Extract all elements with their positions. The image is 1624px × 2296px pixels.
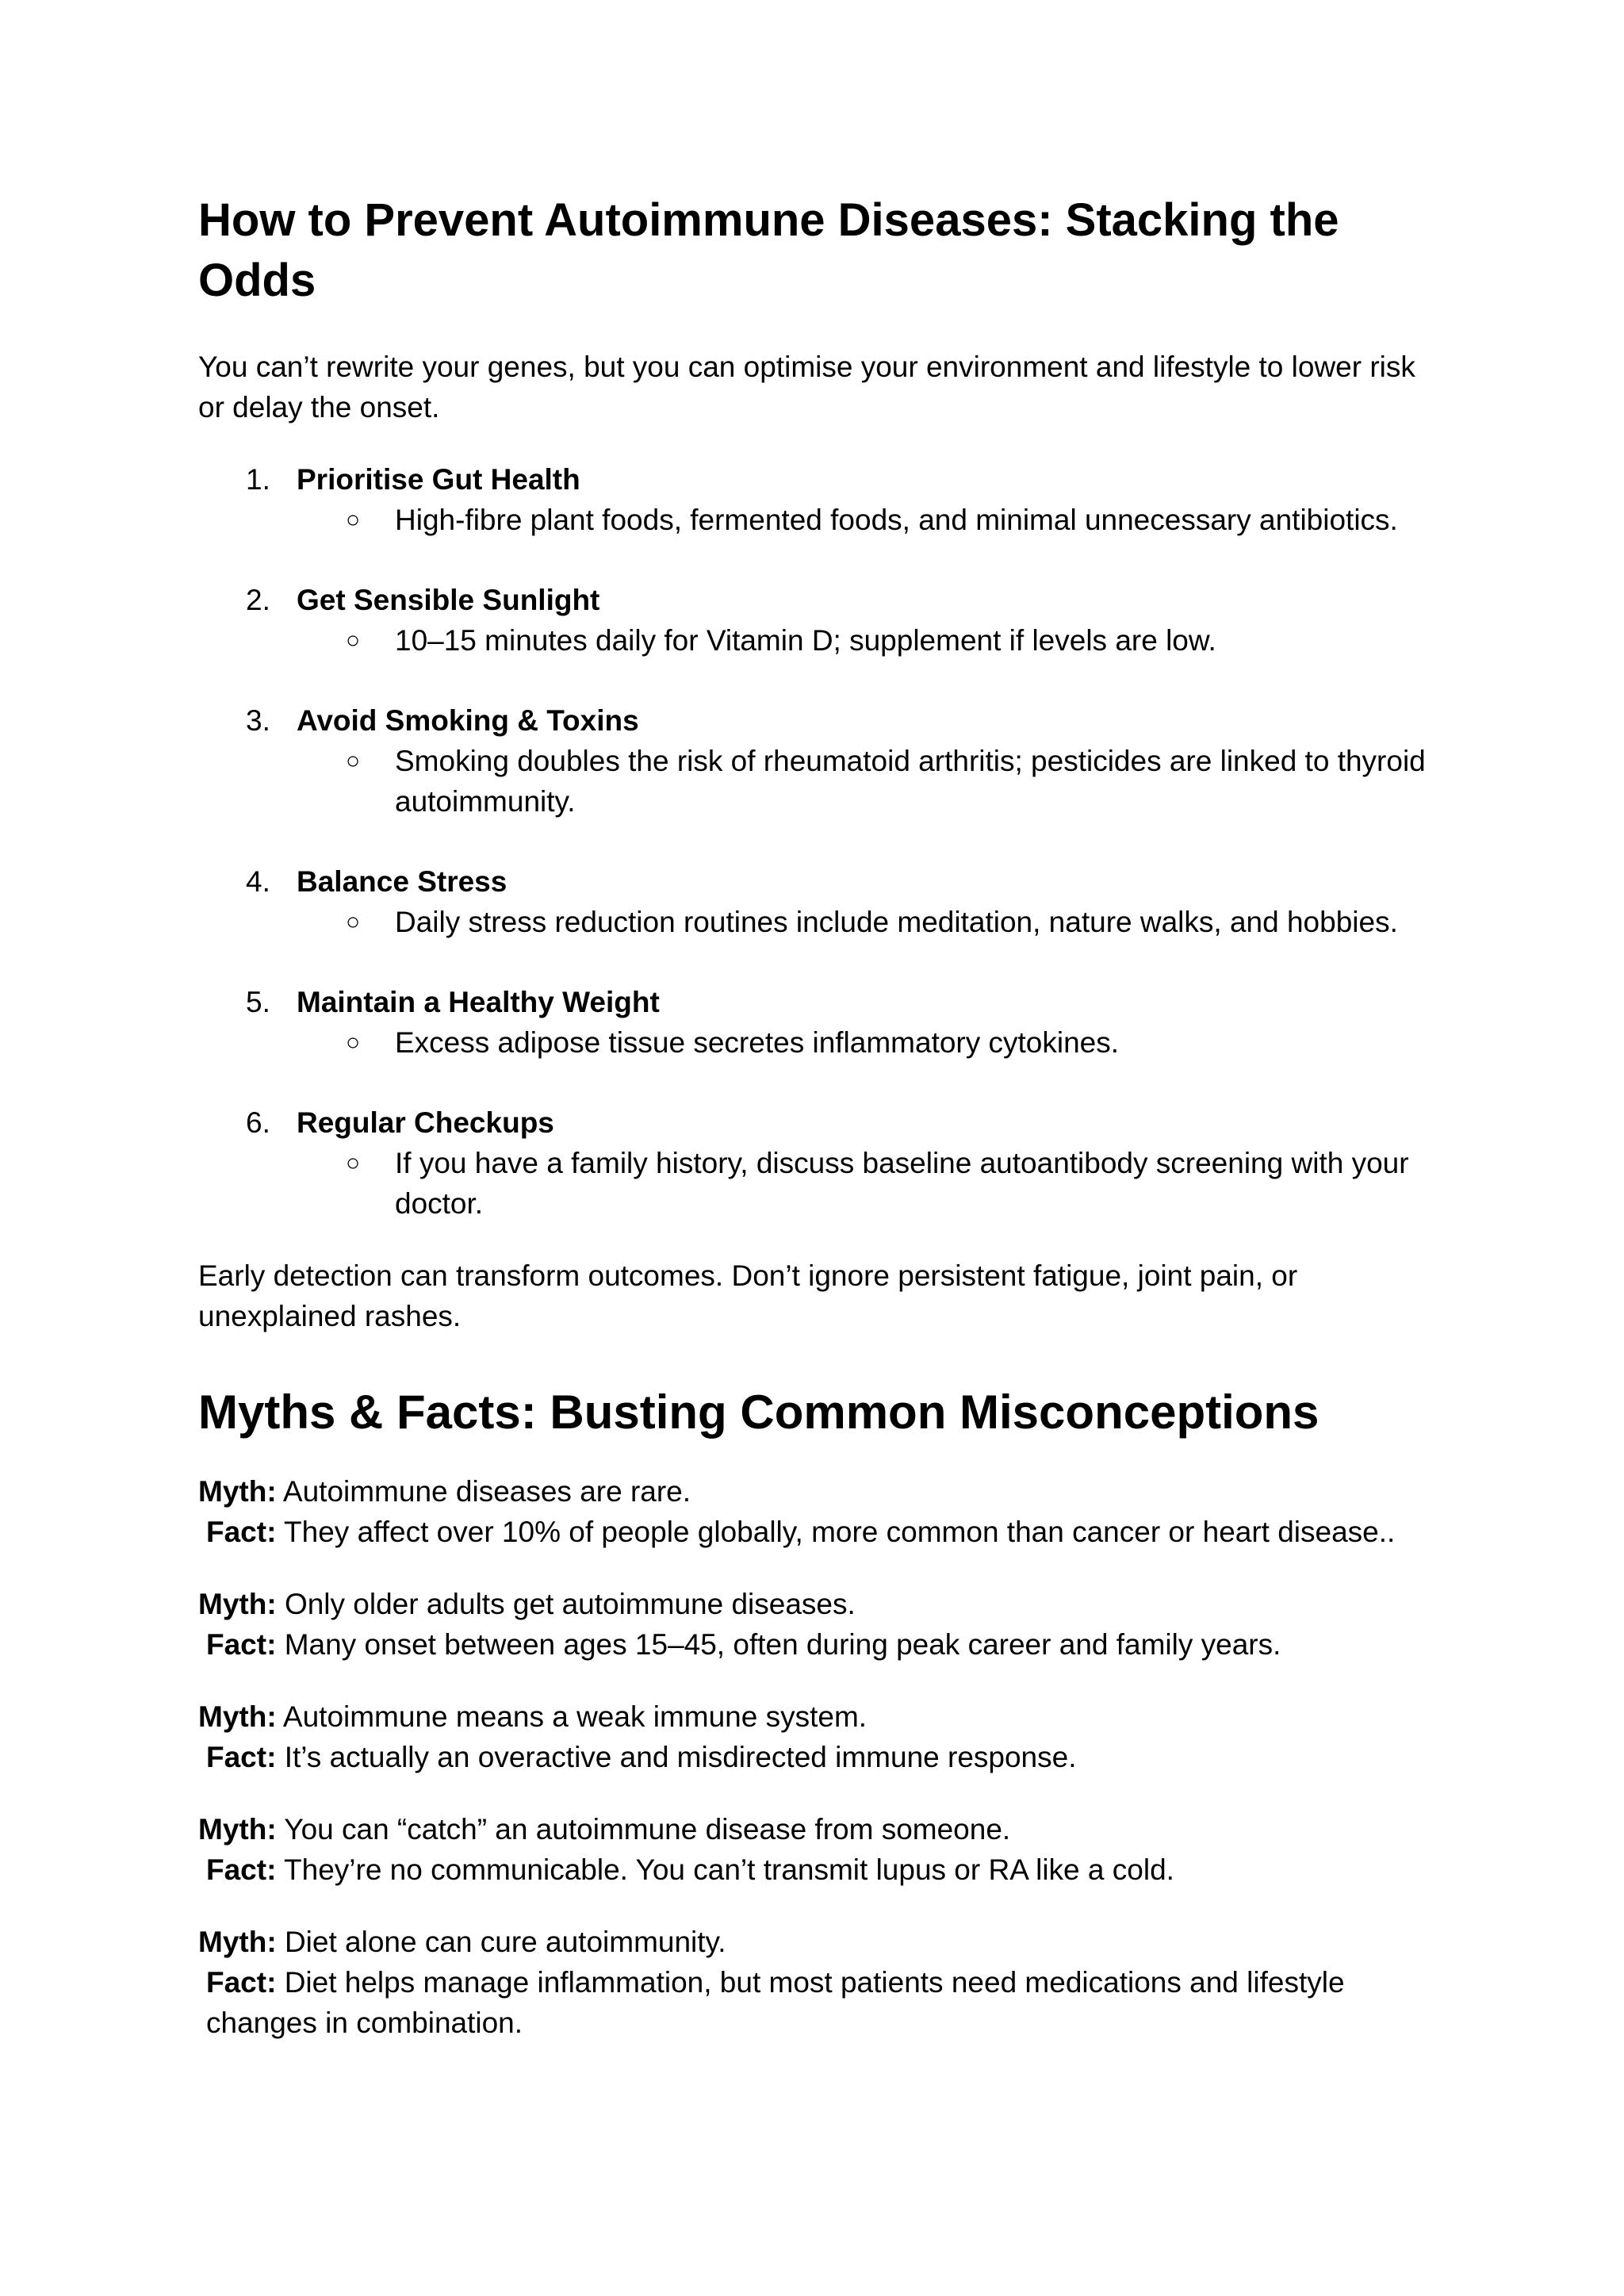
fact-text: Many onset between ages 15–45, often during peak career and family years. (284, 1628, 1281, 1661)
item-detail-text: If you have a family history, discuss baseline autoantibody screening with your doctor. (395, 1147, 1409, 1220)
item-detail-text: High-fibre plant foods, fermented foods, and minimal unnecessary antibiotics. (395, 504, 1398, 536)
fact-text: They’re no communicable. You can’t transmit lupus or RA like a cold. (284, 1853, 1174, 1886)
item-number: 5. (246, 986, 270, 1018)
prevention-item (198, 580, 1435, 661)
item-number: 4. (246, 865, 270, 898)
myth-fact-pair (198, 1471, 1435, 1552)
myth-label: Myth: (198, 1813, 277, 1846)
prevention-item (198, 982, 1435, 1063)
prevention-item (198, 1102, 1435, 1224)
item-detail (297, 500, 1435, 540)
fact-label: Fact: (206, 1853, 277, 1886)
myth-label: Myth: (198, 1588, 277, 1620)
myth-text: Diet alone can cure autoimmunity. (284, 1926, 726, 1958)
prevention-item (198, 861, 1435, 942)
fact-text: They affect over 10% of people globally, more common than cancer or heart disease.. (284, 1516, 1396, 1548)
myth-label: Myth: (198, 1926, 277, 1958)
item-number: 2. (246, 584, 270, 616)
item-detail (297, 620, 1435, 661)
myth-fact-pair (198, 1809, 1435, 1890)
item-detail (297, 741, 1435, 822)
hollow-bullet-icon: ○ (346, 909, 361, 935)
fact-line (198, 1737, 1435, 1777)
item-number: 3. (246, 704, 270, 737)
fact-line (198, 1624, 1435, 1665)
prevention-item (198, 459, 1435, 540)
item-detail (297, 1143, 1435, 1224)
hollow-bullet-icon: ○ (346, 748, 361, 774)
document-page (198, 190, 1435, 2075)
hollow-bullet-icon: ○ (346, 1150, 361, 1176)
myth-line (198, 1809, 1435, 1849)
item-detail-text: 10–15 minutes daily for Vitamin D; supplement if levels are low. (395, 624, 1216, 657)
hollow-bullet-icon: ○ (346, 627, 361, 654)
myth-line (198, 1584, 1435, 1624)
item-title: Regular Checkups (297, 1106, 554, 1139)
fact-label: Fact: (206, 1741, 277, 1773)
myth-line (198, 1922, 1435, 1962)
prevention-heading: How to Prevent Autoimmune Diseases: Stacking the Odds (198, 194, 1339, 306)
hollow-bullet-icon: ○ (346, 507, 361, 533)
fact-label: Fact: (206, 1966, 277, 1999)
item-detail-text: Excess adipose tissue secretes inflammatory cytokines. (395, 1026, 1120, 1059)
item-detail (297, 902, 1435, 942)
myth-text: Autoimmune means a weak immune system. (282, 1700, 868, 1733)
myth-line (198, 1696, 1435, 1737)
myths-heading: Myths & Facts: Busting Common Misconceptions (198, 1386, 1320, 1439)
item-title: Maintain a Healthy Weight (297, 986, 660, 1018)
fact-text: Diet helps manage inflammation, but most patients need medications and lifestyle changes in combination. (206, 1966, 1345, 2039)
item-number: 6. (246, 1106, 270, 1139)
item-detail (297, 1022, 1435, 1063)
item-detail-text: Smoking doubles the risk of rheumatoid arthritis; pesticides are linked to thyroid autoimmunity. (395, 745, 1426, 818)
fact-line (198, 1512, 1435, 1552)
fact-label: Fact: (206, 1516, 277, 1548)
prevention-closing: Early detection can transform outcomes. Don’t ignore persistent fatigue, joint pain, or unexplained rashes. (198, 1259, 1298, 1332)
prevention-intro: You can’t rewrite your genes, but you can optimise your environment and lifestyle to lower risk or delay the onset. (198, 351, 1415, 424)
item-title: Prioritise Gut Health (297, 463, 580, 496)
prevention-item (198, 700, 1435, 822)
myth-text: Autoimmune diseases are rare. (282, 1475, 691, 1508)
myth-line (198, 1471, 1435, 1512)
fact-text: It’s actually an overactive and misdirected immune response. (284, 1741, 1077, 1773)
prevention-list (198, 459, 1435, 1224)
myth-text: Only older adults get autoimmune diseases. (284, 1588, 856, 1620)
myth-label: Myth: (198, 1475, 277, 1508)
fact-label: Fact: (206, 1628, 277, 1661)
fact-line (198, 1849, 1435, 1890)
myth-fact-pair (198, 1922, 1435, 2043)
item-number: 1. (246, 463, 270, 496)
myth-text: You can “catch” an autoimmune disease from someone. (284, 1813, 1011, 1846)
hollow-bullet-icon: ○ (346, 1029, 361, 1056)
myth-label: Myth: (198, 1700, 277, 1733)
myth-fact-pair (198, 1584, 1435, 1665)
myth-fact-pair (198, 1696, 1435, 1777)
fact-line (198, 1962, 1435, 2043)
item-title: Balance Stress (297, 865, 508, 898)
item-title: Avoid Smoking & Toxins (297, 704, 639, 737)
item-title: Get Sensible Sunlight (297, 584, 600, 616)
item-detail-text: Daily stress reduction routines include meditation, nature walks, and hobbies. (395, 906, 1398, 938)
